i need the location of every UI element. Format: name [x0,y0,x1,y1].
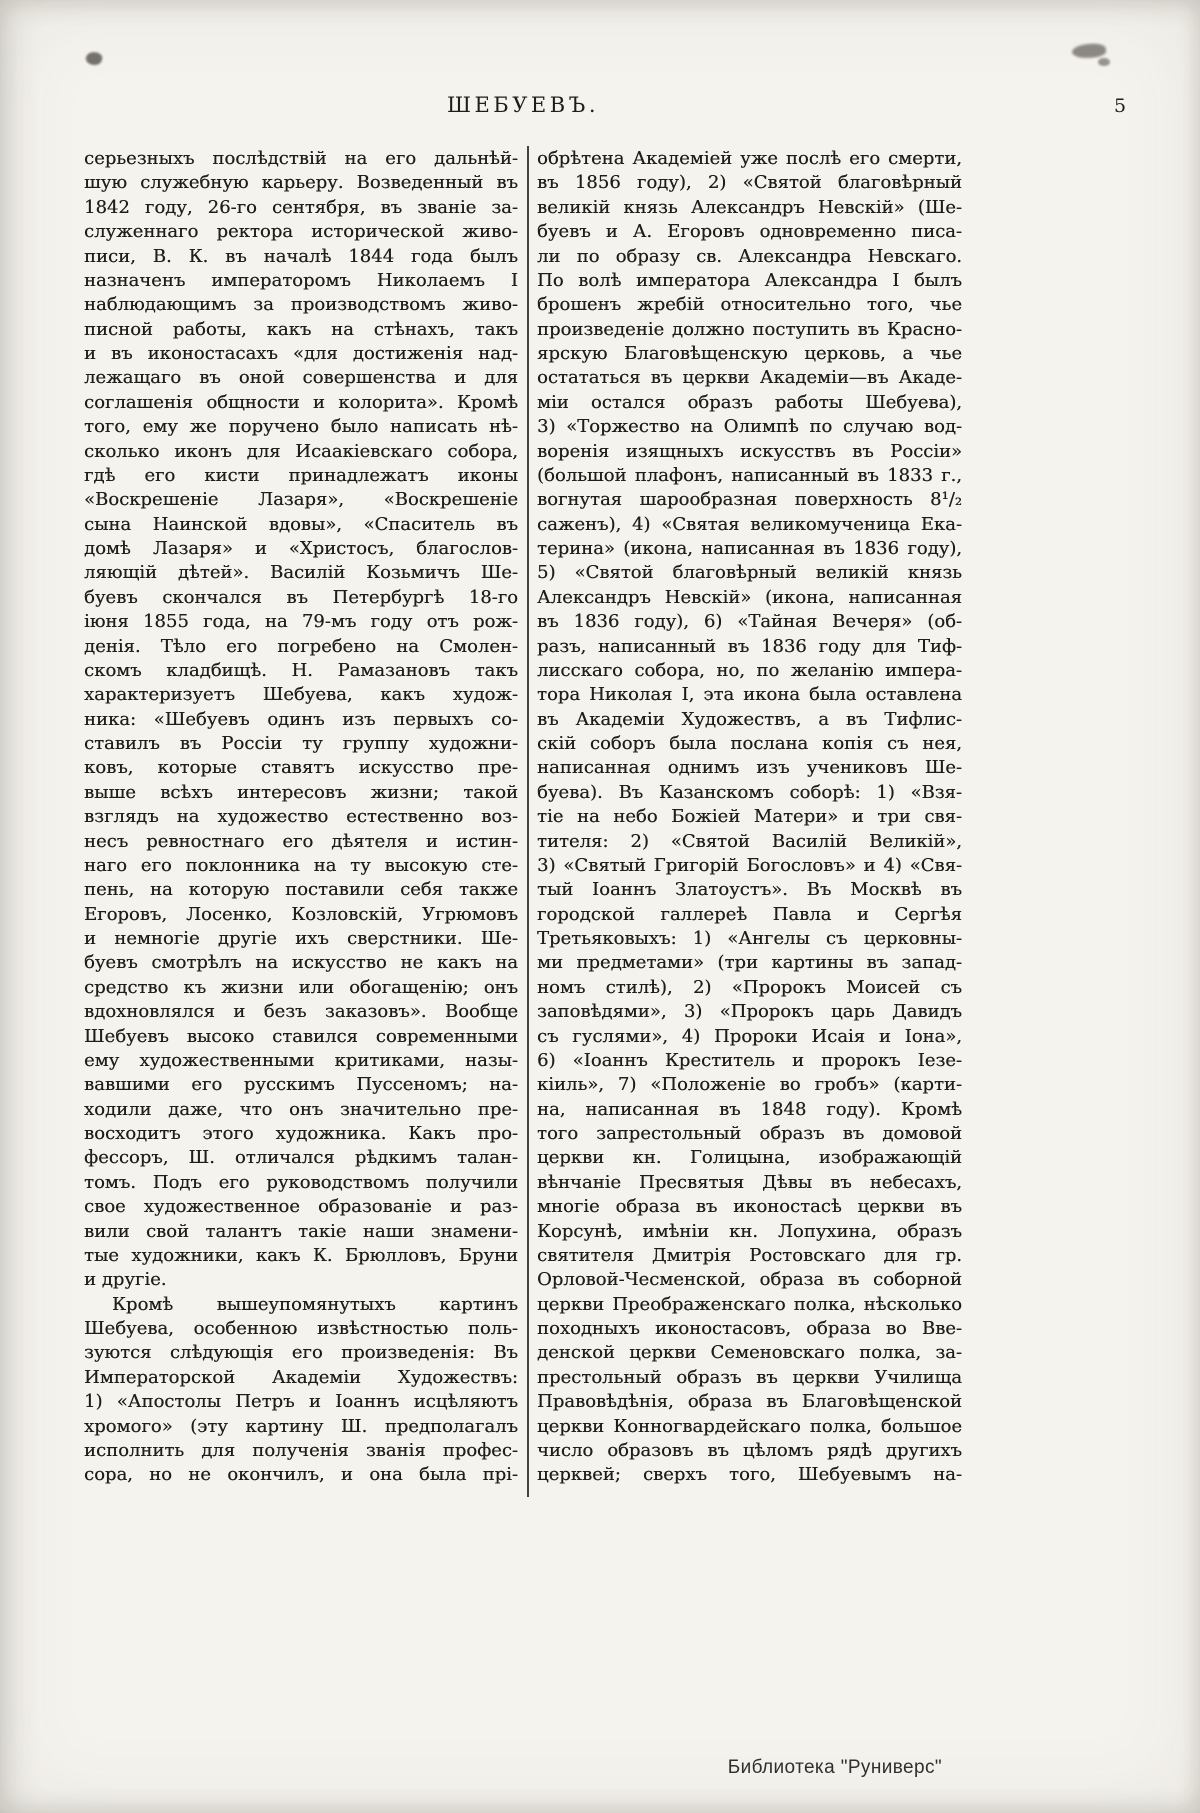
text-columns [84,147,962,1488]
page-title: ШЕБУЕВЪ. [446,93,600,117]
text-line: (большой плафонъ, написанный въ 1833 г., [537,464,962,486]
text-line: лежащаго въ оной совершенства и для [84,367,518,389]
text-line: тый Іоаннъ Златоустъ». Въ Москвѣ въ [537,879,962,901]
text-line: ему художественными критиками, назы- [84,1049,518,1071]
text-line: того, ему же поручено было написать нѣ- [84,416,518,438]
text-line: разъ, написанный въ 1836 году для Тиф- [537,635,962,657]
text-line: взглядъ на художество естественно воз- [84,806,518,828]
text-line: сора, но не окончилъ, и она была прі- [84,1464,518,1486]
text-line: пень, на которую поставили себя также [84,879,518,901]
text-line: Шебуева, особенною извѣстностью поль- [84,1318,518,1339]
text-line: въ 1836 году), 6) «Тайная Вечеря» (об- [537,611,962,633]
text-line: хромого» (эту картину Ш. предполагалъ [84,1415,518,1437]
text-line: святителя Дмитрія Ростовскаго для гр. [537,1244,962,1266]
text-line: соглашенія общности и колорита». Кромѣ [84,391,518,413]
text-line: фессоръ, Ш. отличался рѣдкимъ талан- [84,1147,518,1169]
text-line: тіе на небо Божіей Матери» и три свя- [537,806,962,828]
text-line: тителя: 2) «Святой Василій Великій», [537,830,962,852]
text-line: буевъ смотрѣлъ на искусство не какъ на [84,952,518,974]
text-line: Александръ Невскій» (икона, написанная [537,586,962,608]
text-line: зуются слѣдующія его произведенія: Въ [84,1342,518,1364]
text-line: многіе образа въ иконостасѣ церкви въ [537,1196,962,1218]
text-line: назначенъ императоромъ Николаемъ I [84,269,518,291]
text-line: 3) «Святый Григорій Богословъ» и 4) «Свя- [537,854,962,876]
text-line: шую служебную карьеру. Возведенный въ [84,172,518,194]
text-line: Корсунѣ, имѣніи кн. Лопухина, образъ [537,1220,962,1242]
text-line: церквей; сверхъ того, Шебуевымъ на- [537,1464,962,1486]
text-line: 1) «Апостолы Петръ и Іоаннъ исцѣляютъ [84,1391,518,1413]
text-line: служеннаго ректора исторической живо- [84,221,518,243]
text-line: Орловой-Чесменской, образа въ соборной [537,1269,962,1291]
text-line: лисскаго собора, но, по желанію импера- [537,659,962,681]
text-line: домѣ Лазаря» и «Христосъ, благослов- [84,538,518,559]
text-line: свое художественное образованіе и раз- [84,1196,518,1218]
text-line: ми предметами» (три картины въ запад- [537,952,962,974]
text-line: вѣнчаніе Пресвятыя Дѣвы въ небесахъ, [537,1171,962,1193]
text-line: «Воскрешеніе Лазаря», «Воскрешеніе [84,489,518,511]
text-line: восходитъ этого художника. Какъ про- [84,1123,518,1144]
text-line: Третьяковыхъ: 1) «Ангелы съ церковны- [537,928,962,949]
text-line: денской церкви Семеновскаго полка, за- [537,1342,962,1364]
text-line: По волѣ императора Александра I былъ [537,269,962,291]
text-line: терина» (икона, написанная въ 1836 году), [537,538,962,559]
text-line: іюня 1855 года, на 79-мъ году отъ рож- [84,611,518,633]
text-line: писи, В. К. въ началѣ 1844 года былъ [84,245,518,267]
library-watermark: Библиотека "Руниверс" [727,1757,942,1778]
text-line: ника: «Шебуевъ одинъ изъ первыхъ со- [84,708,518,730]
scan-artifact [1098,58,1110,66]
text-line: характеризуетъ Шебуева, какъ худож- [84,684,518,706]
text-line: остататься въ церкви Академіи—въ Акаде- [537,367,962,389]
text-line: исполнить для полученія званія профес- [84,1439,518,1461]
text-line: написанная однимъ изъ учениковъ Ше- [537,757,962,779]
text-line: наго его поклонника на ту высокую сте- [84,854,518,876]
text-line: и въ иконостасахъ «для достиженія над- [84,343,518,364]
text-line: буева). Въ Казанскомъ соборѣ: 1) «Взя- [537,781,962,803]
text-line: вили свой талантъ такіе наши знамени- [84,1220,518,1242]
text-line: Правовѣдѣнія, образа въ Благовѣщенской [537,1391,962,1413]
text-line: ляющій дѣтей». Василій Козьмичъ Ше- [84,562,518,584]
text-line: кіиль», 7) «Положеніе во гробъ» (карти- [537,1074,962,1096]
text-line: номъ стилѣ), 2) «Пророкъ Моисей съ [537,976,962,998]
text-line: съ гуслями», 4) Пророки Исаія и Іона», [537,1025,962,1047]
right-column [537,147,962,1488]
text-line: и немногіе другіе ихъ сверстники. Ше- [84,928,518,949]
text-line: въ Академіи Художествъ, а въ Тифлис- [537,708,962,730]
text-line: Шебуевъ высоко ставился современными [84,1025,518,1047]
text-line: церкви Конногвардейскаго полка, большое [537,1415,962,1437]
text-line: средство къ жизни или обогащенію; онъ [84,976,518,998]
text-line: сколько иконъ для Исаакіевскаго собора, [84,440,518,462]
text-line: несъ ревностнаго его дѣятеля и истин- [84,830,518,852]
text-line: церкви кн. Голицына, изображающій [537,1147,962,1169]
text-line: вдохновлялся и безъ заказовъ». Вообще [84,1001,518,1023]
text-line: и другіе. [84,1269,167,1291]
text-line: брошенъ жребій относительно того, чье [537,294,962,316]
text-line: денія. Тѣло его погребено на Смолен- [84,635,518,657]
text-line: тора Николая I, эта икона была оставлена [537,684,962,706]
running-header [84,93,962,117]
scan-artifact [85,50,104,67]
text-line: на, написанная въ 1848 году). Кромѣ [537,1098,962,1120]
text-line: великій князь Александръ Невскій» (Ше- [537,196,962,218]
text-line: Императорской Академіи Художествъ: [84,1366,518,1388]
text-line: наблюдающимъ за производствомъ живо- [84,294,518,316]
text-line: вавшими его русскимъ Пуссеномъ; на- [84,1074,518,1096]
text-line: произведеніе должно поступить въ Красно- [537,318,962,340]
text-line: въ 1856 году), 2) «Святой благовѣрный [537,172,962,194]
text-line: ли по образу св. Александра Невскаго. [537,245,962,267]
text-line: 3) «Торжество на Олимпѣ по случаю вод- [537,416,962,438]
text-line: городской галлереѣ Павла и Сергѣя [537,903,962,925]
text-line: тые художники, какъ К. Брюлловъ, Бруни [84,1244,518,1266]
text-line: томъ. Подъ его руководствомъ получили [84,1171,518,1193]
text-line: серьезныхъ послѣдствій на его дальнѣй- [84,148,518,169]
text-line: 1842 году, 26-го сентября, въ званіе за- [84,196,518,218]
text-line: ковъ, которые ставятъ искусство пре- [84,757,518,779]
text-line: обрѣтена Академіей уже послѣ его смерти, [537,148,962,169]
text-line: походныхъ иконостасовъ, образа во Вве- [537,1318,962,1339]
text-line: ходили даже, что онъ значительно пре- [84,1098,518,1120]
text-line: число образовъ въ цѣломъ рядѣ другихъ [537,1439,962,1461]
text-line: писной работы, какъ на стѣнахъ, такъ [84,318,518,340]
text-line: буевъ скончался въ Петербургѣ 18-го [84,586,518,608]
text-line: сына Наинской вдовы», «Спаситель въ [84,513,518,535]
page-number: 5 [1114,95,1127,117]
text-line: буевъ и А. Егоровъ одновременно писа- [537,221,962,243]
text-line: скомъ кладбищѣ. Н. Рамазановъ такъ [84,659,518,681]
text-line: скій соборъ была послана копія съ нея, [537,733,962,754]
text-line: престольный образъ въ церкви Училища [537,1366,962,1388]
text-line: міи остался образъ работы Шебуева), [537,391,962,413]
text-line: 6) «Іоаннъ Креститель и пророкъ Іезе- [537,1049,962,1071]
text-line: Егоровъ, Лосенко, Козловскій, Угрюмовъ [84,903,518,925]
text-line: Кромѣ вышеупомянутыхъ картинъ [112,1293,518,1315]
text-line: выше всѣхъ интересовъ жизни; такой [84,781,518,803]
text-line: саженъ), 4) «Святая великомученица Ека- [537,513,962,535]
text-line: того запрестольный образъ въ домовой [537,1123,962,1144]
scan-artifact [1071,42,1106,59]
text-line: заповѣдями», 3) «Пророкъ царь Давидъ [537,1001,962,1023]
text-line: 5) «Святой благовѣрный великій князь [537,562,962,584]
text-line: ставилъ въ Россіи ту группу художни- [84,733,518,754]
text-line: гдѣ его кисти принадлежатъ иконы [84,464,518,486]
text-line: воренія изящныхъ искусствъ въ Россіи» [537,440,962,462]
left-column [84,147,518,1488]
text-line: церкви Преображенскаго полка, нѣсколько [537,1293,962,1315]
text-line: ярскую Благовѣщенскую церковь, а чье [537,343,962,364]
text-line: вогнутая шарообразная поверхность 8¹/₂ [537,489,962,511]
